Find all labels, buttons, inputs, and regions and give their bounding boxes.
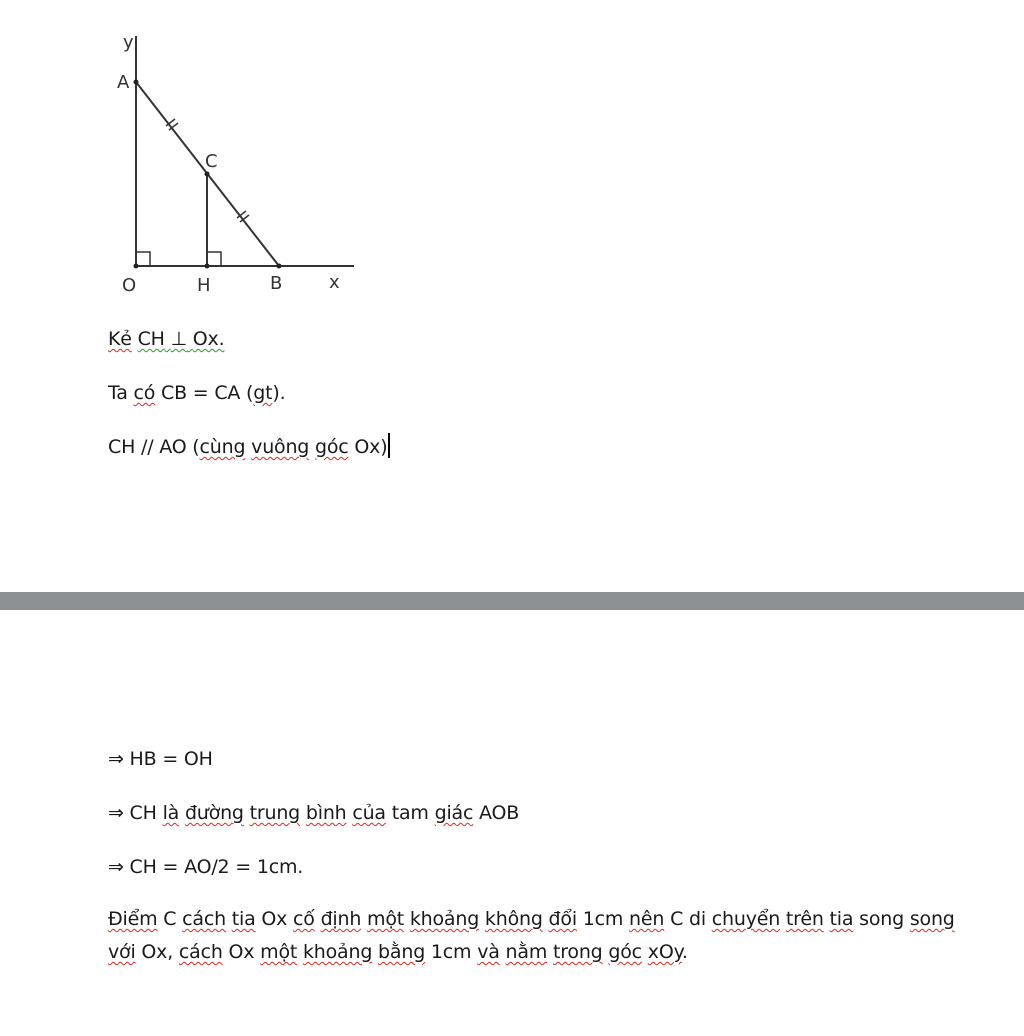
spell-word[interactable]: nằm: [505, 941, 548, 963]
point-c: [205, 172, 210, 177]
spell-word[interactable]: cùng: [199, 436, 246, 458]
spell-word[interactable]: có: [133, 382, 156, 404]
spell-word[interactable]: cách: [182, 908, 226, 930]
text-line-4[interactable]: ⇒ HB = OH: [108, 748, 213, 770]
spell-word[interactable]: không: [484, 908, 543, 930]
spell-word[interactable]: cố: [293, 908, 315, 930]
label-b: B: [270, 273, 283, 294]
spell-word[interactable]: tia: [231, 908, 256, 930]
spell-word[interactable]: trung: [249, 802, 301, 824]
spell-word[interactable]: góc: [315, 436, 349, 458]
label-h: H: [197, 275, 211, 296]
spell-word[interactable]: Điểm: [108, 908, 158, 930]
spell-word[interactable]: của: [352, 802, 386, 824]
spell-word[interactable]: cách: [178, 941, 223, 963]
text-line-1[interactable]: [108, 326, 224, 352]
text-line-6[interactable]: ⇒ CH = AO/2 = 1cm.: [108, 856, 304, 878]
spell-word[interactable]: vuông: [251, 436, 310, 458]
tick-marks-ac: [166, 119, 178, 130]
spell-word[interactable]: tia: [829, 908, 854, 930]
right-angle-h: [207, 252, 221, 266]
spell-word[interactable]: với: [108, 941, 136, 963]
label-a: A: [117, 72, 130, 93]
spell-word[interactable]: đổi: [548, 908, 577, 930]
grammar-word[interactable]: CH ⊥ Ox.: [137, 328, 225, 350]
document-page-2[interactable]: [0, 610, 1024, 1036]
spell-word[interactable]: đường: [184, 802, 244, 824]
label-c: C: [205, 151, 218, 172]
text-line-5[interactable]: ⇒ CH là đường trung bình của tam giác AOB: [108, 802, 520, 824]
spell-word[interactable]: góc: [608, 941, 642, 963]
spell-word[interactable]: song: [909, 908, 955, 930]
spell-word[interactable]: trong: [552, 941, 603, 963]
geometry-figure: [100, 25, 370, 305]
spell-word[interactable]: một: [260, 941, 298, 963]
point-b: [277, 264, 282, 269]
spell-word[interactable]: xOy: [647, 941, 682, 963]
spell-word[interactable]: khoảng: [409, 908, 480, 930]
spell-word[interactable]: giác: [434, 802, 474, 824]
label-y: y: [123, 32, 134, 53]
spell-word[interactable]: bằng: [378, 941, 426, 963]
spell-word[interactable]: một: [367, 908, 405, 930]
spell-word[interactable]: bình: [305, 802, 347, 824]
spell-word[interactable]: trên: [785, 908, 824, 930]
right-angle-o: [136, 252, 150, 266]
text-line-3[interactable]: CH // AO (cùng vuông góc Ox): [108, 433, 390, 460]
point-o: [134, 264, 139, 269]
point-h: [205, 264, 210, 269]
point-a: [134, 80, 139, 85]
page-break-gap: [0, 592, 1024, 610]
label-x: x: [329, 272, 340, 293]
text-paragraph[interactable]: Điểm C cách tia Ox cố định một khoảng không đổi 1cm nên C di chuyển trên tia song song với Ox, cách Ox một khoảng bằng 1cm và nằm trong góc xOy.: [108, 908, 955, 963]
spell-word[interactable]: Kẻ: [108, 328, 132, 350]
text-line-2[interactable]: Ta có CB = CA (gt).: [108, 382, 286, 404]
spell-word[interactable]: nên: [629, 908, 665, 930]
text-cursor: [388, 433, 390, 458]
label-o: O: [122, 275, 137, 296]
spell-word[interactable]: và: [477, 941, 500, 963]
spell-word[interactable]: định: [320, 908, 362, 930]
spell-word[interactable]: chuyển: [711, 908, 781, 930]
spell-word[interactable]: là: [162, 802, 180, 824]
spell-word[interactable]: khoảng: [302, 941, 373, 963]
spell-word[interactable]: gt: [253, 382, 273, 404]
